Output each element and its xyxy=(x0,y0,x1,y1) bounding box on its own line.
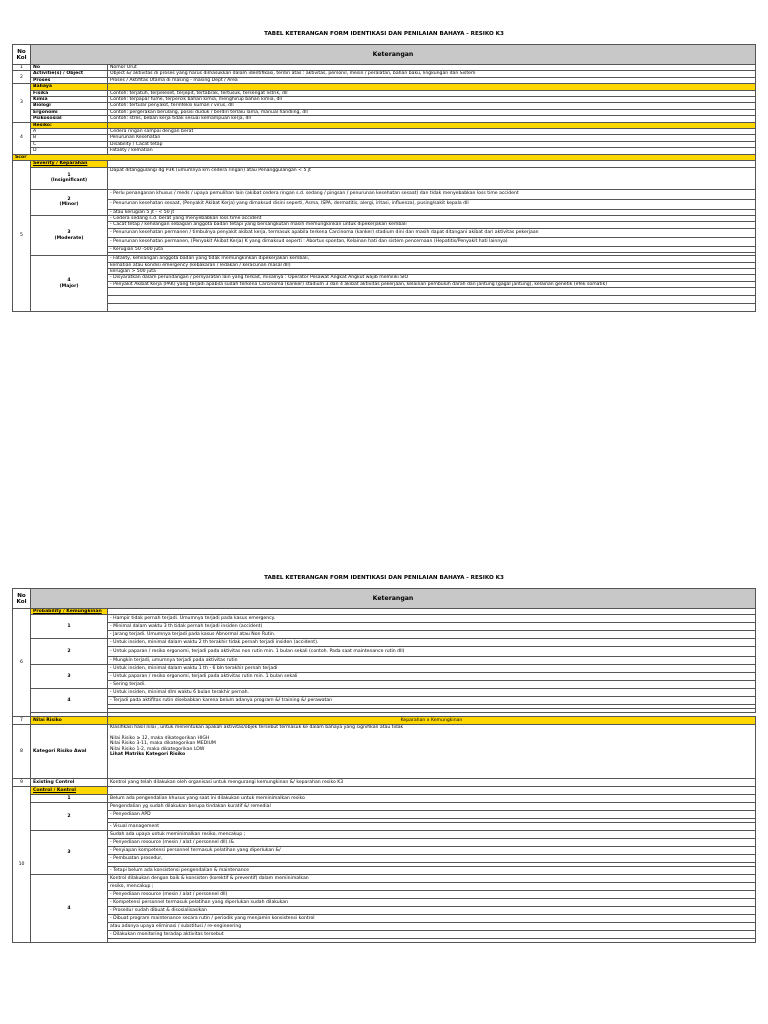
severity-desc: Dapat ditanggulangi dg P3K (umumnya krn cedera ringan) atau Penanggulangan < 5 jt xyxy=(108,167,756,189)
resiko-label: B xyxy=(31,135,108,141)
control-title xyxy=(31,787,108,795)
row-number: 6 xyxy=(13,609,31,717)
severity-name: (Insignificant) xyxy=(50,178,88,183)
bahaya-label: Psikososial xyxy=(31,116,108,122)
control-desc: Sudah ada upaya untuk meminimalkan resiko, mencakup ; xyxy=(108,831,756,839)
control-desc: - Visual management xyxy=(108,823,756,831)
bahaya-label: Fisika xyxy=(31,90,108,96)
probability-desc: - Mungkin terjadi, umumnya terjadi pada aktivitas rutin xyxy=(108,657,756,665)
severity-desc: - Penurunan kesehatan sesaat, (Penyakit Akibat Kerja) yang dimaksud disini seperti, Asma, ISPA, dermatitis, alergi, iritasi, influenza), pusing/sakit kepala dll xyxy=(108,199,756,209)
control-desc: Belum ada pengendalian khusus yang saat ini dilakukan untuk meminimalkan resiko xyxy=(108,795,756,803)
probability-desc: - Hampir tidak pernah terjadi. Umumnya terjadi pada kasus emergency. xyxy=(108,615,756,623)
kategori-line: Nilai Risiko ≥ 12, maka dikategorikan HIGH xyxy=(110,735,210,741)
row-number: 10 xyxy=(13,787,31,943)
control-level: 3 xyxy=(31,831,108,875)
kategori-label: Kategori Risiko Awal xyxy=(31,725,108,779)
probability-desc: - Untuk paparan / resiko ergonomi, terjadi pada aktivitas rutin min. 1 bulan sekali xyxy=(108,673,756,681)
severity-level xyxy=(31,167,108,189)
control-desc: - Tetapi belum ada konsistensi pengendalian & maintenance xyxy=(108,867,756,875)
control-level: 4 xyxy=(31,875,108,943)
severity-desc: - Cedera sedang s.d. berat yang menyebabkan loss time accident xyxy=(108,215,756,221)
severity-desc: - Penurunan kesehatan permanen, (Penyakit Akibat Kerja) K yang dimaksud seperti : Abortus spontan, Kelainan hati dan sistem pencernaan (Hepatitis/Penyakit hati lainnya) xyxy=(108,237,756,246)
page-2-title: TABEL KETERANGAN FORM IDENTIKASI DAN PENILAIAN BAHAYA - RESIKO K3 xyxy=(264,575,504,581)
control-desc: - Pembuatan prosedur, xyxy=(108,855,756,863)
severity-desc: kerugian > 500 juta xyxy=(108,268,756,274)
existing-label: Existing Control xyxy=(31,779,108,787)
kategori-line: Nilai Risiko 3-11, maka dikategorikan MEDIUM xyxy=(110,741,216,747)
bahaya-label: Kimia xyxy=(31,97,108,103)
resiko-desc: Penurunan Kesehatan xyxy=(108,135,756,141)
probability-desc: - Untuk paparan / resiko ergonomi, terjadi pada aktivitas non rutin min. 1 bulan sekali (contoh. Pada saat maintenance rutin dll) xyxy=(108,647,756,657)
control-level: 2 xyxy=(31,803,108,831)
control-desc: - Penyediaan resource (mesin / alat / personnel dll) xyxy=(108,891,756,899)
severity-num: 2 xyxy=(67,196,71,202)
header-no-kol: No Kol xyxy=(13,45,31,65)
severity-desc: - Fatality, kehilangan anggota badan yang tidak memungkinkan dipekerjakan kembali, xyxy=(108,256,756,262)
severity-level xyxy=(31,189,108,215)
probability-title-text: Probability / Kemungkinan xyxy=(33,609,102,614)
row-number: 5 xyxy=(13,161,31,312)
probability-level: 2 xyxy=(31,639,108,665)
resiko-label: A xyxy=(31,129,108,135)
control-desc: resiko, mencakup ; xyxy=(108,883,756,891)
severity-name: (Major) xyxy=(59,283,79,289)
row-number: 4 xyxy=(13,122,31,154)
bahaya-desc: Contoh: terjatuh, terpeleset, terjepit, tertabrak, tertusuk, tersengat listrik, dll xyxy=(108,90,756,96)
kategori-line: Klasifikasi hasil nilai , untuk menentukan apakah aktivitas/objek tersebut termasuk ke dalam bahaya yang signifikan atau tidak xyxy=(110,725,404,731)
row-number: 3 xyxy=(13,84,31,122)
severity-desc: - Perlu penanganan khusus / meds / upaya pemulihan lain (akibat cedera ringan s.d. sedang / pingsan / penurunan kesehatan sesaat) dan tidak menyebabkan loss time accident xyxy=(108,189,756,199)
page-1-table xyxy=(12,44,756,312)
control-desc: atau adanya upaya eliminasi / substitusi / re-engineering xyxy=(108,923,756,931)
severity-num: 4 xyxy=(67,278,71,284)
control-desc: - Dibuat program maintenance secara rutin / periodik yang menjamin konsistensi kontrol xyxy=(108,915,756,923)
row-number: 1 xyxy=(13,65,31,71)
bahaya-desc: Contoh: stres, beban kerja tidak sesuai kemampuan kerja, dll xyxy=(108,116,756,122)
control-spacer xyxy=(108,939,756,943)
control-desc: - Prosedur sudah dibuat & disosialisasikan xyxy=(108,907,756,915)
probability-title xyxy=(31,609,108,615)
severity-level xyxy=(31,256,108,312)
severity-desc: - Penyakit Akibat Kerja (PAK) yang terjadi apabila sudah terkena Carcinoma (kanker) stadium 3 dan 4 akibat aktivitas pekerjaan, kelainan pembuluh darah dan jantung (gagal jantung), kelainan genetik (efek somatik) xyxy=(108,281,756,287)
bahaya-desc: Contoh: terpapar fume, terpercik bahan kimia, menghirup bahan kimia, dll xyxy=(108,97,756,103)
severity-desc: - Disyaratkan dalam perundangan / persyaratan lain yang terkait, misalnya : Operator Pesawat Angkat Angkut wajib memiliki SIO xyxy=(108,275,756,281)
row-number: 9 xyxy=(13,779,31,787)
resiko-desc: Cedera ringan sampai dengan berat xyxy=(108,129,756,135)
control-desc: Pengendalian yg sudah dilakukan berupa tindakan kuratif &/ remedial xyxy=(108,803,756,811)
kategori-desc xyxy=(108,725,756,779)
resiko-desc: Fatality / kematian xyxy=(108,148,756,154)
control-desc: - Penyediaan APD xyxy=(108,811,756,819)
probability-spacer xyxy=(108,709,756,713)
probability-desc: - Terjadi pada aktifitas rutin disebabkan karena belum adanya program &/ training &/ perawatan xyxy=(108,697,756,705)
probability-desc: - Untuk insiden, minimal dlm waktu 6 bulan terakhir pernah. xyxy=(108,689,756,697)
row-label: Proses xyxy=(31,77,108,83)
row-desc: Proses / Aktifitas Utama di masing - masing Dept / Area xyxy=(108,77,756,83)
probability-level: 3 xyxy=(31,665,108,689)
severity-desc: - atau kerugian 5 jt - < 50 jt xyxy=(108,209,756,215)
existing-desc: Kontrol yang telah dilakukan oleh organisasi untuk mengurangi kemungkinan &/ keparahan resiko K3 xyxy=(108,779,756,787)
row-number: 7 xyxy=(13,717,31,725)
header-keterangan: Keterangan xyxy=(31,45,756,65)
resiko-label: C xyxy=(31,141,108,147)
control-level: 1 xyxy=(31,795,108,803)
resiko-desc: Disability / Cacat tetap xyxy=(108,141,756,147)
severity-spacer xyxy=(108,304,756,312)
probability-desc: - Jarang terjadi. Umumnya terjadi pada kasus Abnormal atau Non Rutin. xyxy=(108,631,756,639)
row-desc: Nomor Urut xyxy=(108,65,756,71)
severity-spacer xyxy=(108,296,756,304)
bahaya-desc: Contoh: tertular penyakit, terinfeksi kuman / virus, dll xyxy=(108,103,756,109)
row-number: 2 xyxy=(13,71,31,84)
severity-name: (Minor) xyxy=(59,202,79,208)
severity-desc: - Penurunan kesehatan permanen / timbulnya penyakit akibat kerja, termasuk apabila terkena Carcinoma (kanker) stadium dini dan masih dapat ditangani akibat dari aktivitas pekerjaan xyxy=(108,228,756,237)
severity-desc: - Kerugian 50 -500 juta xyxy=(108,246,756,252)
kategori-matrix-ref: Lihat Matriks Kategori Risiko xyxy=(110,752,186,758)
probability-level: 1 xyxy=(31,615,108,639)
row-label: No xyxy=(31,65,108,71)
resiko-title: Resiko: xyxy=(31,122,108,128)
kategori-line: Nilai Risiko 1-2, maka dikategorikan LOW xyxy=(110,746,205,752)
control-desc: - Penyediaan resource (mesin / alat / personnel dll) /& xyxy=(108,839,756,847)
severity-title-text: Severity / Keparahan xyxy=(33,161,88,167)
nilai-risiko-formula: Keparahan x Kemungkinan xyxy=(108,717,756,725)
bahaya-label: Biologi xyxy=(31,103,108,109)
severity-num: 1 xyxy=(67,172,71,178)
probability-desc: - Sering terjadi. xyxy=(108,681,756,689)
page-1-title: TABEL KETERANGAN FORM IDENTIKASI DAN PENILAIAN BAHAYA - RESIKO K3 xyxy=(264,31,504,37)
probability-desc: - Minimal dalam waktu 3 th tidak pernah terjadi insiden (accident) xyxy=(108,623,756,631)
bahaya-desc: Contoh: pergerakan berulang, posisi duduk / berdiri terlalu lama, manual handling, dll xyxy=(108,109,756,115)
row-label: Activitie(s) / Object xyxy=(31,71,108,77)
scor-row: Scor xyxy=(13,154,756,160)
severity-level xyxy=(31,215,108,255)
probability-level: 4 xyxy=(31,689,108,713)
bahaya-title: Bahaya xyxy=(31,84,108,90)
control-desc: Kontrol dilakukan dengan baik & konsisten (korektif & preventif) dalam meminimalkan xyxy=(108,875,756,883)
severity-num: 3 xyxy=(67,230,71,236)
probability-desc: - Untuk insiden, minimal dalam waktu 1 th - 6 bln terakhir pernah terjadi xyxy=(108,665,756,673)
nilai-risiko-label: Nilai Risiko xyxy=(31,717,108,725)
control-title-text: Control / Kontrol xyxy=(33,788,76,794)
control-desc: - Penyiapan kompetensi personnel termasuk pelatihan yang diperlukan &/ xyxy=(108,847,756,855)
severity-spacer xyxy=(108,288,756,296)
control-desc: - Dilakukan monitoring teradap aktivitas tersebut xyxy=(108,931,756,939)
row-desc: Object &/ aktivitas di proses yang harus dimasukkan dalam identifikasi, terdiri atas : aktivitas, personil, mesin / peralatan, bahan baku, lingkungan dan Sistem xyxy=(108,71,756,77)
severity-desc: kematian atau kondisi emergency (kebakaran / ledakan / keracunan masal dll) xyxy=(108,262,756,268)
severity-desc: - Cacat tetap / kehilangan sebagian anggota badan tetapi yang bersangkutan masih memungkinkan untuk dipekerjakan kembali xyxy=(108,222,756,228)
control-title-fill xyxy=(108,787,756,795)
header-keterangan: Keterangan xyxy=(31,589,756,609)
resiko-label: D xyxy=(31,148,108,154)
header-no-kol: No Kol xyxy=(13,589,31,609)
severity-name: (Moderate) xyxy=(54,235,84,241)
page-2-table xyxy=(12,588,756,943)
row-number: 8 xyxy=(13,725,31,779)
probability-desc: - Untuk insiden, minimal dalam waktu 2 th terakhir tidak pernah terjadi insiden (accident). xyxy=(108,639,756,647)
control-desc: - Kompetensi personnel termasuk pelatihan yang diperlukan sudah dilakukan xyxy=(108,899,756,907)
bahaya-label: Ergonomi xyxy=(31,109,108,115)
